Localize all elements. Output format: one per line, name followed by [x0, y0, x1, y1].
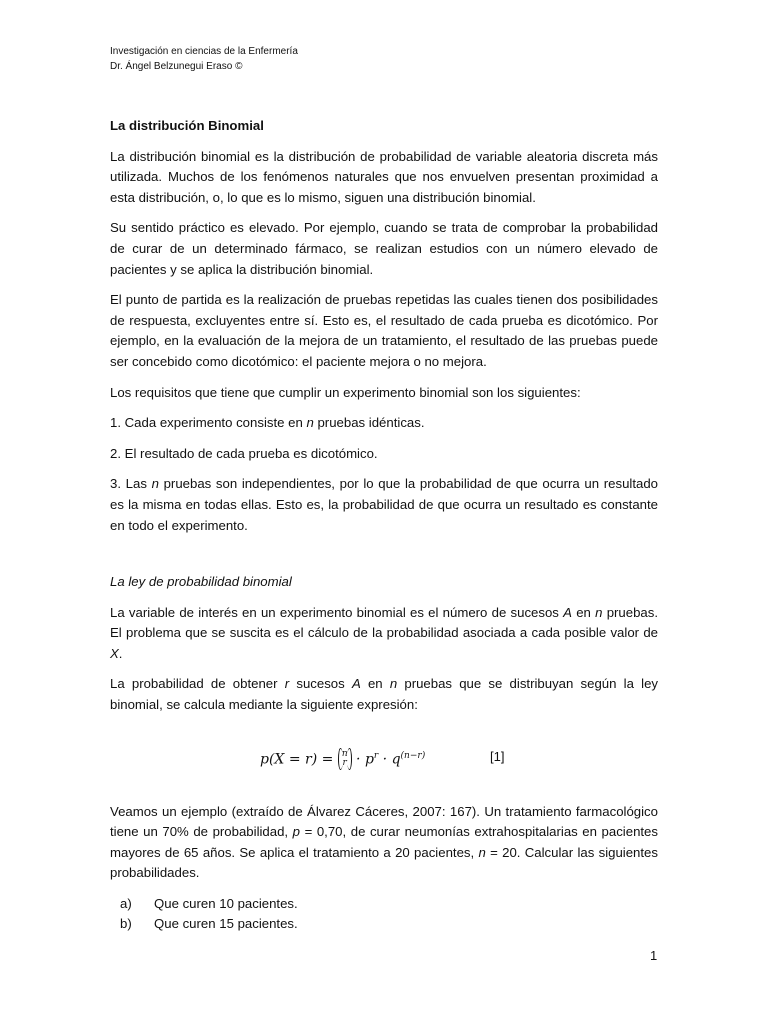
- p7-var-p: p: [292, 824, 301, 840]
- requirement-1-text-a: 1. Cada experimento consiste en: [110, 415, 307, 431]
- p7-var-n: n: [478, 844, 486, 860]
- binom-top: n: [341, 749, 348, 760]
- p5-var-x: X: [110, 645, 119, 661]
- spacer: [110, 546, 658, 572]
- binom-bottom: r: [342, 758, 347, 769]
- list-item-text: Que curen 15 pacientes.: [154, 916, 298, 932]
- requirement-2: 2. El resultado de cada prueba es dicotómico.: [110, 445, 378, 461]
- p6-var-a: A: [351, 676, 361, 692]
- paragraph-probability-expression: [110, 674, 658, 715]
- question-list: [110, 894, 658, 934]
- requirement-1: [110, 413, 658, 434]
- paragraph-requirements-intro: Los requisitos que tiene que cumplir un experimento binomial son los siguientes:: [110, 384, 581, 400]
- p6-text-b: sucesos: [289, 676, 352, 692]
- subsection-title: La ley de probabilidad binomial: [110, 574, 292, 590]
- requirement-3: [110, 474, 658, 536]
- requirement-1-text-b: pruebas idénticas.: [313, 415, 425, 431]
- requirement-3-text-a: 3. Las: [110, 476, 152, 492]
- page-header: [110, 44, 298, 74]
- binomial-coefficient: [338, 750, 352, 768]
- p6-text-d: pruebas que se distribuyan según la ley binomial, se calcula mediante la siguiente expresión:: [110, 676, 658, 713]
- paragraph-starting-point: El punto de partida es la realización de pruebas repetidas las cuales tienen dos posibilidades de respuesta, excluyentes entre sí. Esto es, el resultado de cada prueba es dicotómico. Por ejemplo, en la evaluación de la mejora de un tratamiento, el resultado de las pruebas puede ser concebido como dicotómico: el paciente mejora o no mejora.: [110, 292, 658, 369]
- section-title: La distribución Binomial: [110, 118, 264, 133]
- p7-text-b: = 0,70, de curar neumonías extrahospitalarias en pacientes mayores de 65 años. Se aplica el tratamiento a 20 pacientes,: [110, 824, 658, 860]
- p6-var-n: n: [389, 676, 398, 692]
- formula-lhs: p(X = r) =: [260, 751, 338, 768]
- requirement-1-var: n: [306, 415, 314, 431]
- p6-text-c: en: [360, 676, 390, 692]
- page-number: 1: [650, 948, 658, 963]
- p6-var-r: r: [284, 676, 290, 692]
- list-marker: b): [120, 916, 132, 932]
- formula-exp-n-r: (n−r): [400, 750, 426, 761]
- list-item: [110, 914, 658, 934]
- p5-text-b: en: [571, 604, 596, 620]
- formula-q: · q: [378, 751, 401, 768]
- p7-text-c: = 20. Calcular las siguientes probabilidades.: [110, 844, 658, 881]
- paragraph-practical: Su sentido práctico es elevado. Por ejemplo, cuando se trata de comprobar la probabilidad de curar de un determinado fármaco, se realizan estudios con un número elevado de pacientes y se aplica la distribución binomial.: [110, 220, 658, 277]
- requirement-3-var: n: [151, 476, 159, 492]
- paragraph-example: [110, 802, 658, 884]
- equation-number: [1]: [490, 748, 505, 764]
- paragraph-intro: La distribución binomial es la distribución de probabilidad de variable aleatoria discreta más utilizada. Muchos de los fenómenos naturales que nos envuelven presentan proximidad a esta distribución, o, lo que es lo mismo, siguen una distribución binomial.: [110, 148, 658, 205]
- p6-text-a: La probabilidad de obtener: [110, 676, 285, 692]
- p5-var-n: n: [595, 604, 603, 620]
- header-author: Dr. Ángel Belzunegui Eraso ©: [110, 61, 243, 72]
- list-item: [110, 894, 658, 914]
- requirement-3-text-b: pruebas son independientes, por lo que la probabilidad de que ocurra un resultado es la misma en todas ellas. Esto es, la probabilidad de que ocurra un resultado es constante en todo el experimento.: [110, 476, 658, 533]
- document-body: [110, 116, 658, 934]
- formula-p: · p: [351, 751, 374, 768]
- formula-exp-r: r: [373, 750, 379, 761]
- formula-block: [110, 728, 658, 788]
- list-marker: a): [120, 896, 132, 912]
- binomial-formula: [260, 746, 425, 770]
- p5-text-d: .: [118, 645, 123, 661]
- p5-text-c: pruebas. El problema que se suscita es el cálculo de la probabilidad asociada a cada posible valor de: [110, 604, 659, 641]
- p7-text-a: Veamos un ejemplo (extraído de Álvarez Cáceres, 2007: 167). Un tratamiento farmacológico tiene un 70% de probabilidad,: [110, 803, 658, 840]
- p5-var-a: A: [563, 604, 572, 620]
- header-course: Investigación en ciencias de la Enfermería: [110, 46, 298, 57]
- paragraph-variable-of-interest: [110, 603, 658, 665]
- list-item-text: Que curen 10 pacientes.: [154, 896, 298, 912]
- p5-text-a: La variable de interés en un experimento binomial es el número de sucesos: [110, 604, 564, 620]
